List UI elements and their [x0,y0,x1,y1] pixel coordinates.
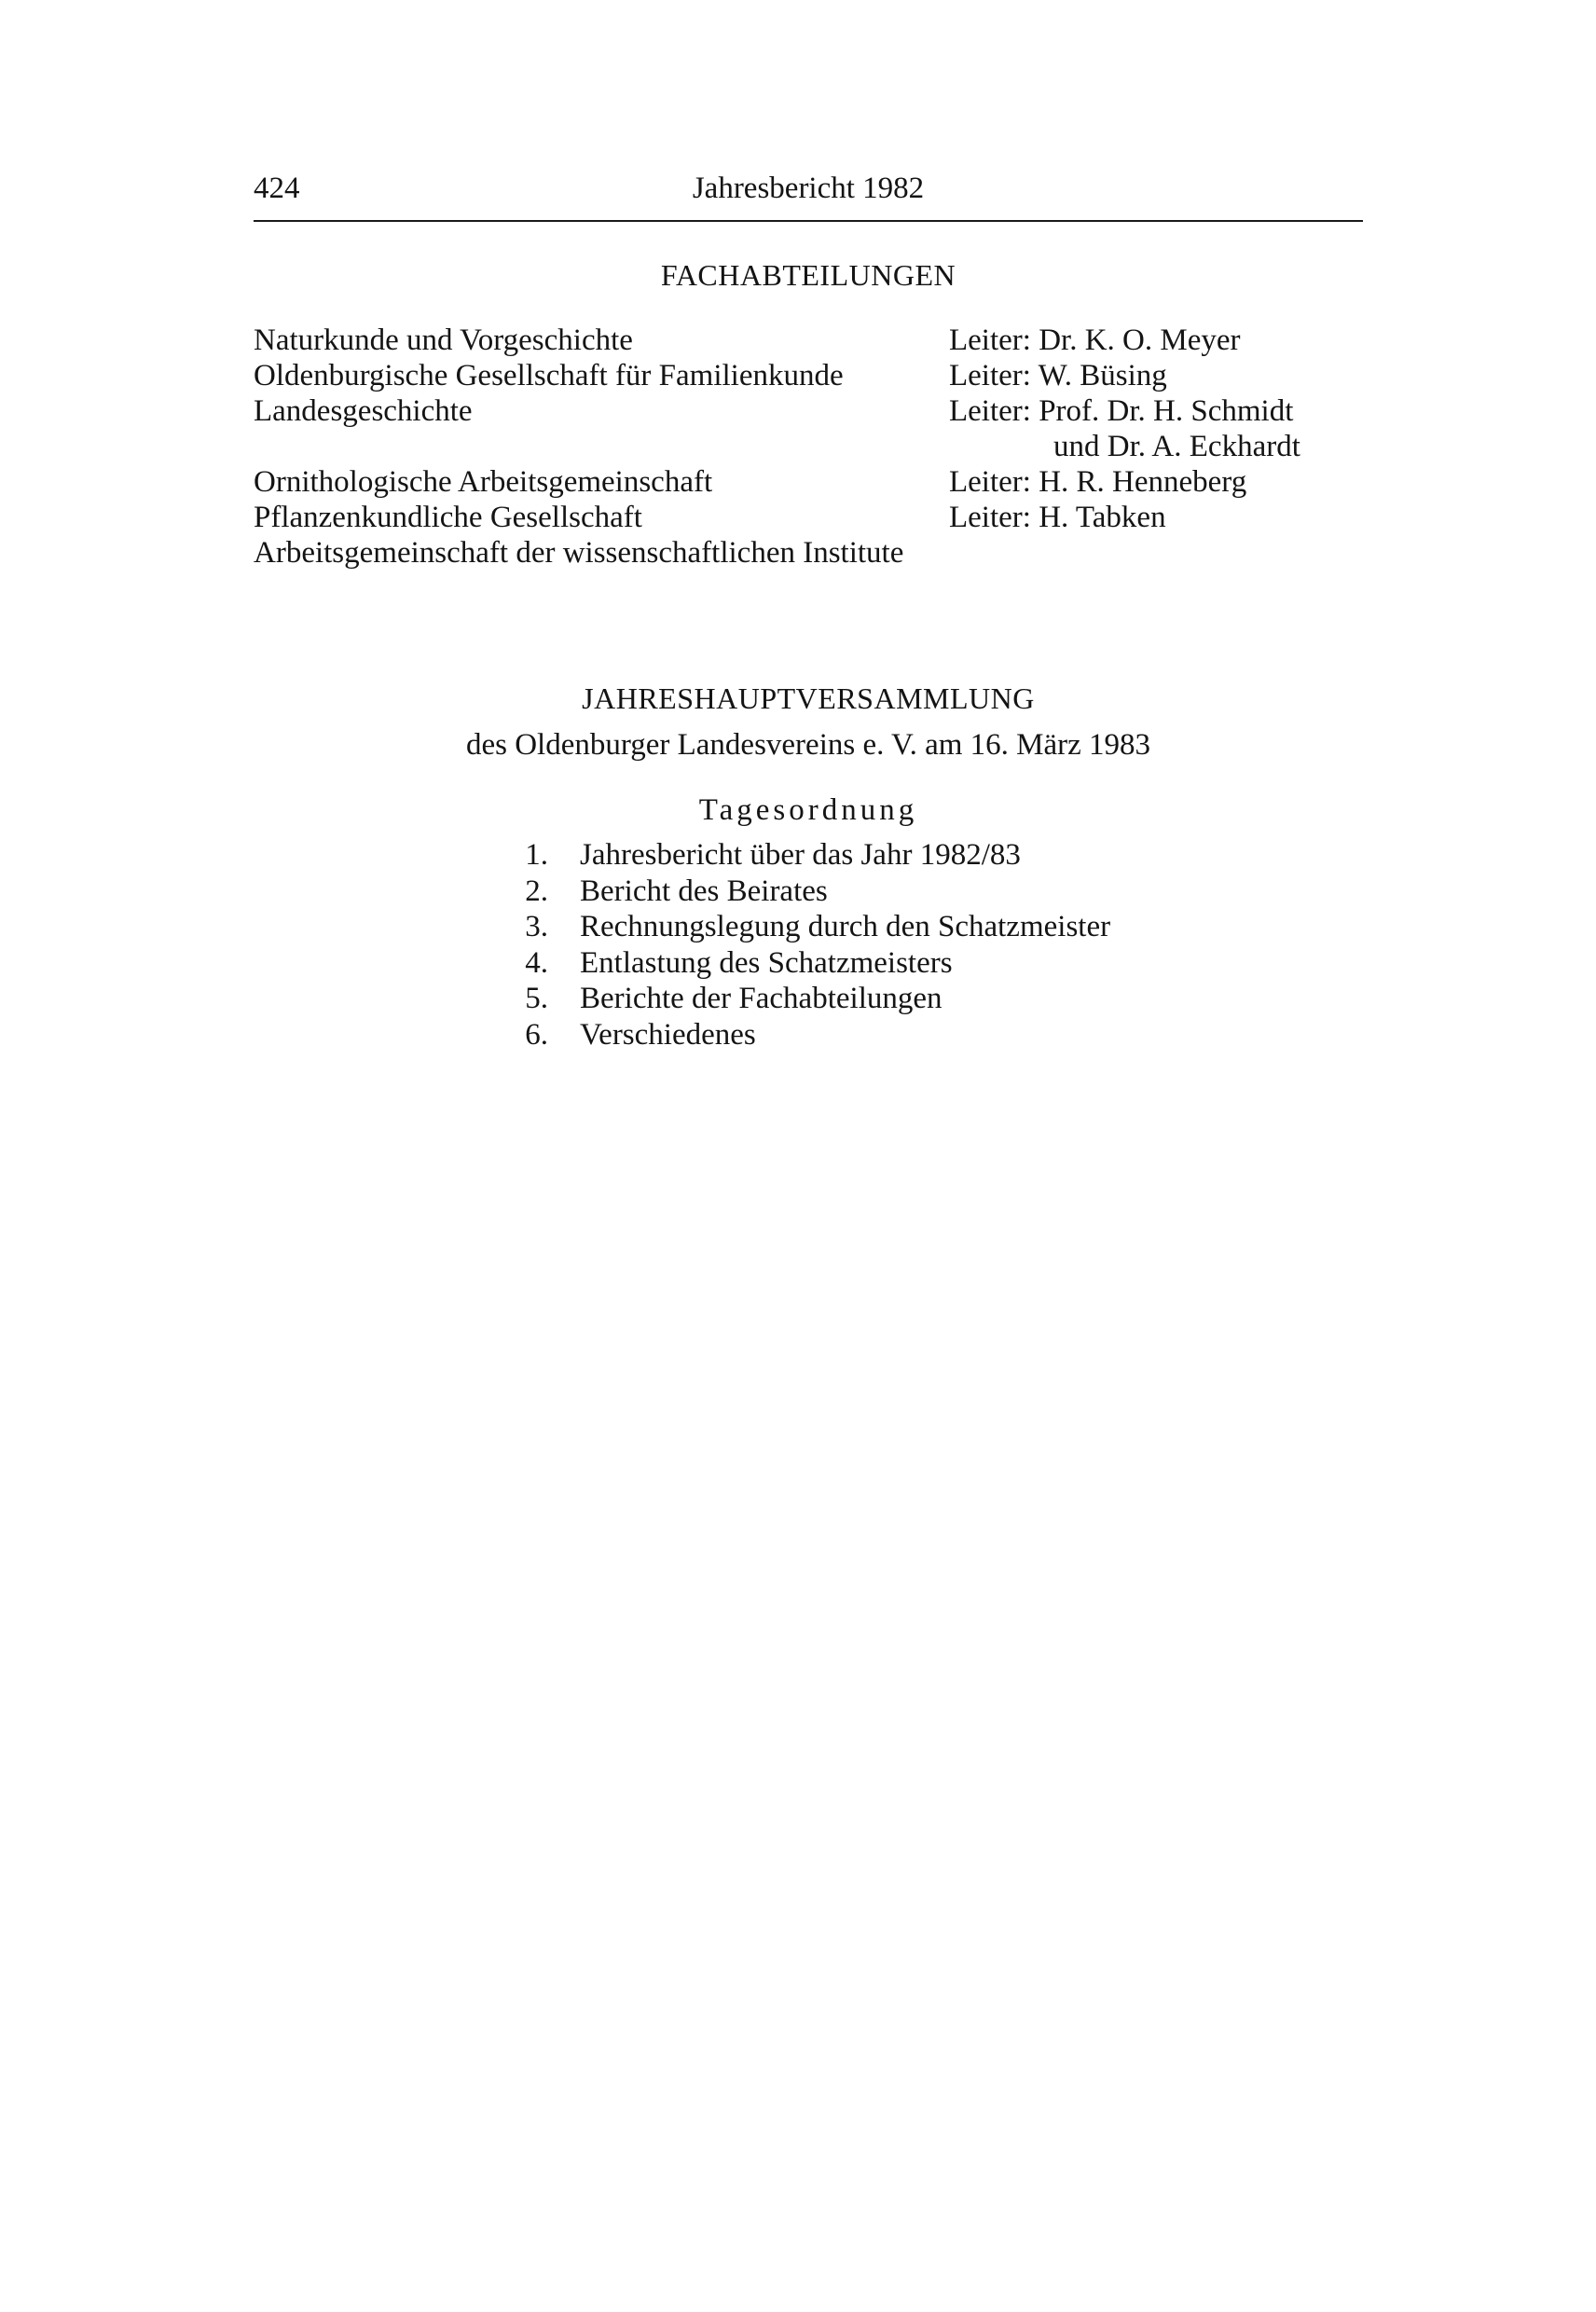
agenda-item [503,837,1342,874]
agenda-item-number: 4. [525,945,548,980]
departments-list [254,323,1363,571]
section-heading-fachabteilungen: FACHABTEILUNGEN [660,258,956,292]
agenda-item-text: Rechnungslegung durch den Schatzmeister [580,910,1111,944]
department-name: Oldenburgische Gesellschaft für Familienkunde [254,359,844,392]
department-leader-continuation: und Dr. A. Eckhardt [1053,430,1300,463]
department-leader: Leiter: H. R. Henneberg [949,465,1247,499]
department-row [254,358,1363,393]
department-name: Ornithologische Arbeitsgemeinschaft [254,465,713,499]
agenda-item-number: 3. [525,910,548,944]
agenda-item-number: 5. [525,982,548,1016]
page-number: 424 [254,172,300,205]
department-leader: Leiter: W. Büsing [949,359,1167,392]
department-leader: Leiter: Prof. Dr. H. Schmidt [949,394,1294,428]
department-leader: Leiter: Dr. K. O. Meyer [949,323,1241,357]
agenda-list [503,837,1342,1053]
department-name: Arbeitsgemeinschaft der wissenschaftlichen Institute [254,536,904,570]
department-row [254,429,1363,464]
agenda-item [503,981,1342,1017]
section-heading-jahreshauptversammlung: JAHRESHAUPTVERSAMMLUNG [582,681,1035,715]
department-row [254,500,1363,535]
agenda-item [503,909,1342,945]
header-rule [254,220,1363,222]
agenda-item [503,1017,1342,1053]
agenda-item [503,945,1342,982]
department-leader: Leiter: H. Tabken [949,501,1166,534]
agenda-item-number: 6. [525,1017,548,1052]
agenda-item-text: Jahresbericht über das Jahr 1982/83 [580,838,1021,872]
department-row [254,393,1363,429]
running-header [254,168,1363,214]
running-title: Jahresbericht 1982 [692,172,925,205]
agenda-item-number: 2. [525,874,548,908]
department-row [254,535,1363,571]
agenda-item-text: Berichte der Fachabteilungen [580,982,942,1016]
department-name: Pflanzenkundliche Gesellschaft [254,501,642,534]
agenda-item-text: Verschiedenes [580,1017,756,1052]
department-name: Naturkunde und Vorgeschichte [254,323,633,357]
meeting-subtitle: des Oldenburger Landesvereins e. V. am 16. März 1983 [465,728,1151,762]
department-name: Landesgeschichte [254,394,473,428]
department-row [254,464,1363,500]
agenda-item [503,874,1342,910]
agenda-item-number: 1. [525,838,548,872]
agenda-item-text: Entlastung des Schatzmeisters [580,945,953,980]
department-row [254,323,1363,358]
agenda-item-text: Bericht des Beirates [580,874,828,908]
agenda-heading: Tagesordnung [698,793,918,827]
